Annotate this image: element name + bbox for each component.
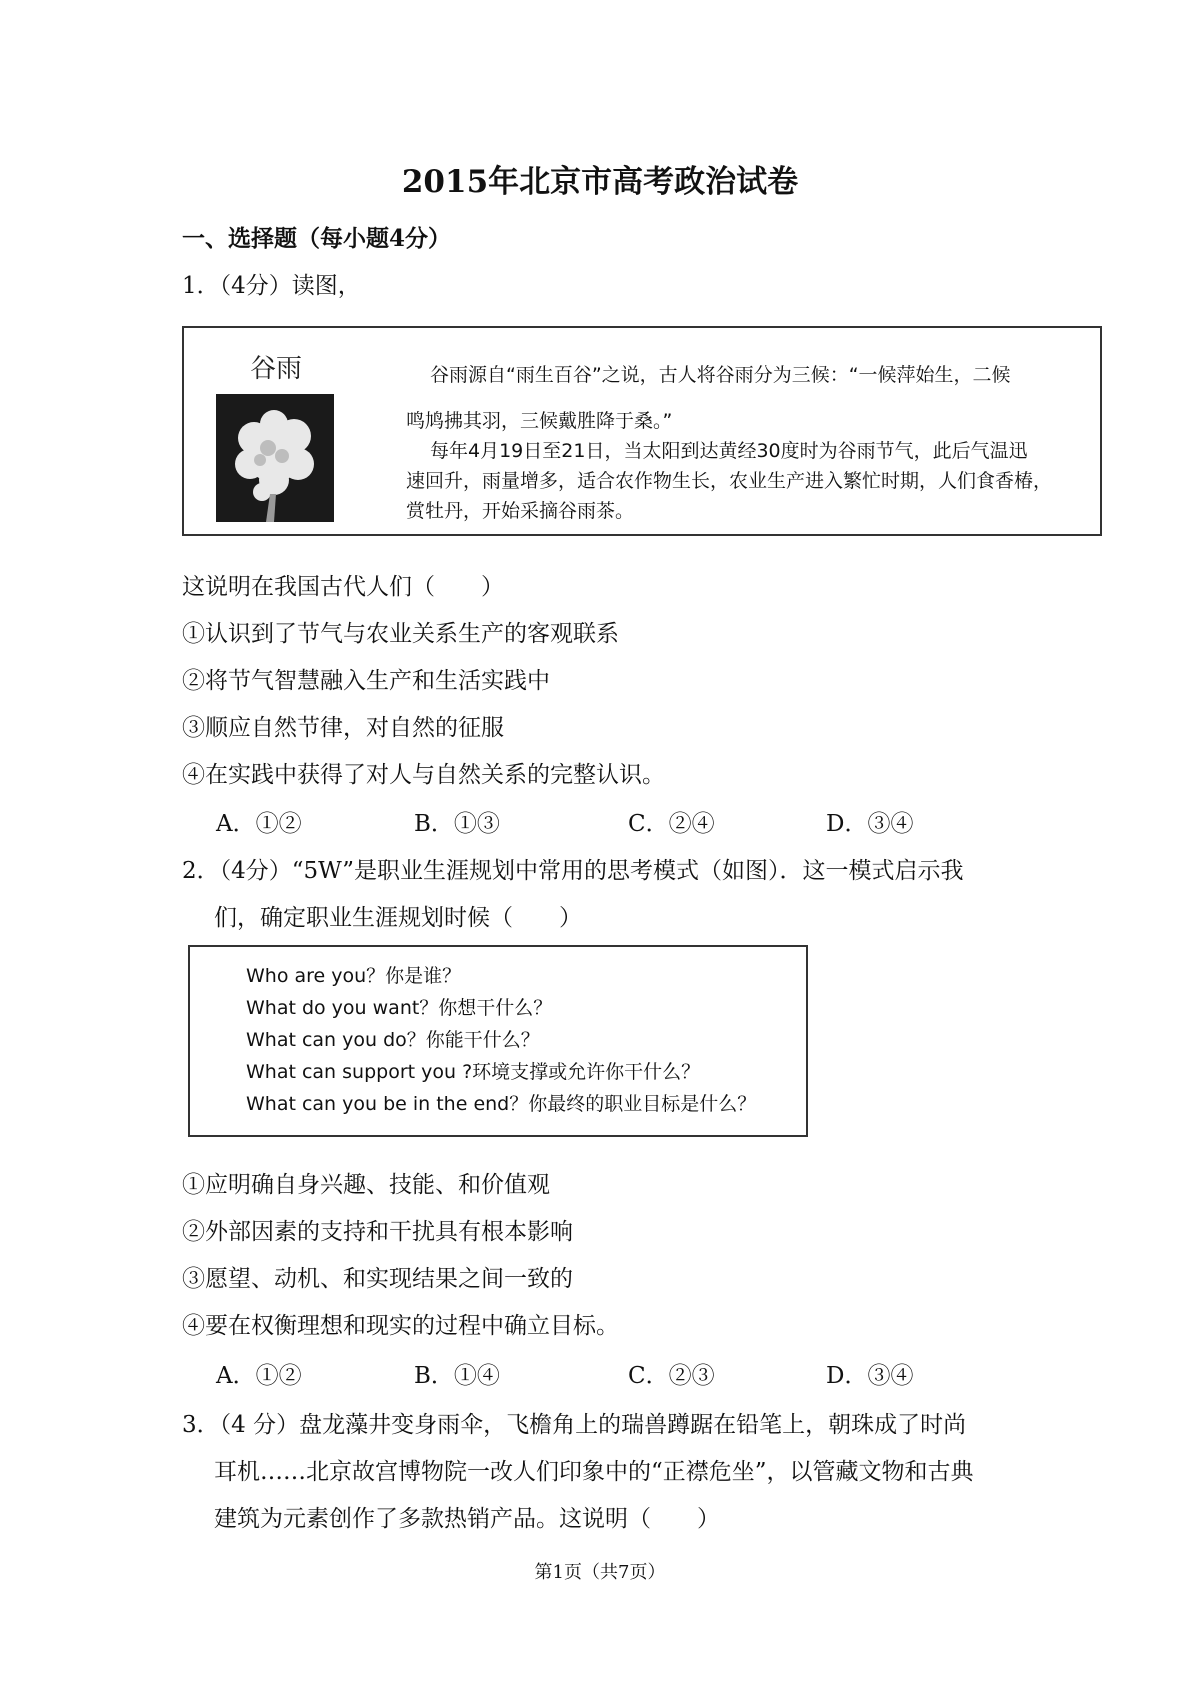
q1-statement-2: ②将节气智慧融入生产和生活实践中 bbox=[182, 668, 550, 694]
q3-line-2: 耳机……北京故宫博物院一改人们印象中的“正襟危坐”，以管藏文物和古典 bbox=[214, 1459, 974, 1485]
q2-option-a[interactable]: A．①② bbox=[216, 1363, 302, 1389]
q1-option-d[interactable]: D．③④ bbox=[826, 811, 914, 837]
q2-stem-line-1: 2．（4分）“5W”是职业生涯规划中常用的思考模式（如图）．这一模式启示我 bbox=[182, 858, 964, 884]
q2-figure-line-4: What can support you ?环境支撑或允许你干什么？ bbox=[246, 1061, 701, 1083]
q1-stem: 1．（4分）读图， bbox=[182, 273, 361, 299]
q1-statement-1: ①认识到了节气与农业关系生产的客观联系 bbox=[182, 621, 619, 647]
q1-figure-line-3: 每年4月19日至21日，当太阳到达黄经30度时为谷雨节气，此后气温迅 bbox=[430, 440, 1028, 462]
q2-figure-line-2: What do you want？你想干什么？ bbox=[246, 997, 553, 1019]
q2-figure-line-1: Who are you？你是谁？ bbox=[246, 965, 462, 987]
q1-figure-label: 谷雨 bbox=[250, 354, 303, 384]
section-heading: 一、选择题（每小题4分） bbox=[182, 225, 452, 252]
q2-option-d[interactable]: D．③④ bbox=[826, 1363, 914, 1389]
q2-statement-2: ②外部因素的支持和干扰具有根本影响 bbox=[182, 1219, 573, 1245]
q2-stem-line-2: 们，确定职业生涯规划时候（ ） bbox=[214, 905, 582, 931]
q2-figure-box bbox=[188, 945, 808, 1137]
q1-option-c[interactable]: C．②④ bbox=[628, 811, 715, 837]
q1-figure-line-5: 赏牡丹，开始采摘谷雨茶。 bbox=[406, 500, 635, 522]
q1-option-b[interactable]: B．①③ bbox=[414, 811, 500, 837]
q1-figure-box bbox=[182, 326, 1102, 536]
peony-photo bbox=[216, 394, 334, 522]
q1-figure-line-4: 速回升，雨量增多，适合农作物生长，农业生产进入繁忙时期，人们食香椿， bbox=[406, 470, 1053, 492]
q2-figure-line-5: What can you be in the end？你最终的职业目标是什么？ bbox=[246, 1093, 757, 1115]
q1-option-a[interactable]: A．①② bbox=[216, 811, 302, 837]
page-footer: 第1页（共7页） bbox=[534, 1562, 666, 1583]
q1-question: 这说明在我国古代人们（ ） bbox=[182, 574, 504, 600]
q1-figure-line-2: 鸣鸠拂其羽，三候戴胜降于桑。” bbox=[406, 410, 673, 432]
q2-option-c[interactable]: C．②③ bbox=[628, 1363, 715, 1389]
q2-figure-line-3: What can you do？你能干什么？ bbox=[246, 1029, 540, 1051]
q3-line-3: 建筑为元素创作了多款热销产品。这说明（ ） bbox=[214, 1506, 720, 1532]
q1-statement-4: ④在实践中获得了对人与自然关系的完整认识。 bbox=[182, 762, 665, 788]
q2-statement-1: ①应明确自身兴趣、技能、和价值观 bbox=[182, 1172, 550, 1198]
q3-line-1: 3．（4 分）盘龙藻井变身雨伞，飞檐角上的瑞兽蹲踞在铅笔上，朝珠成了时尚 bbox=[182, 1412, 967, 1438]
q2-statement-3: ③愿望、动机、和实现结果之间一致的 bbox=[182, 1266, 573, 1292]
q1-statement-3: ③顺应自然节律，对自然的征服 bbox=[182, 715, 504, 741]
q1-figure-line-1: 谷雨源自“雨生百谷”之说，古人将谷雨分为三候：“一候萍始生，二候 bbox=[430, 364, 1011, 386]
q2-option-b[interactable]: B．①④ bbox=[414, 1363, 500, 1389]
page-title: 2015年北京市高考政治试卷 bbox=[401, 164, 799, 200]
q2-statement-4: ④要在权衡理想和现实的过程中确立目标。 bbox=[182, 1313, 619, 1339]
